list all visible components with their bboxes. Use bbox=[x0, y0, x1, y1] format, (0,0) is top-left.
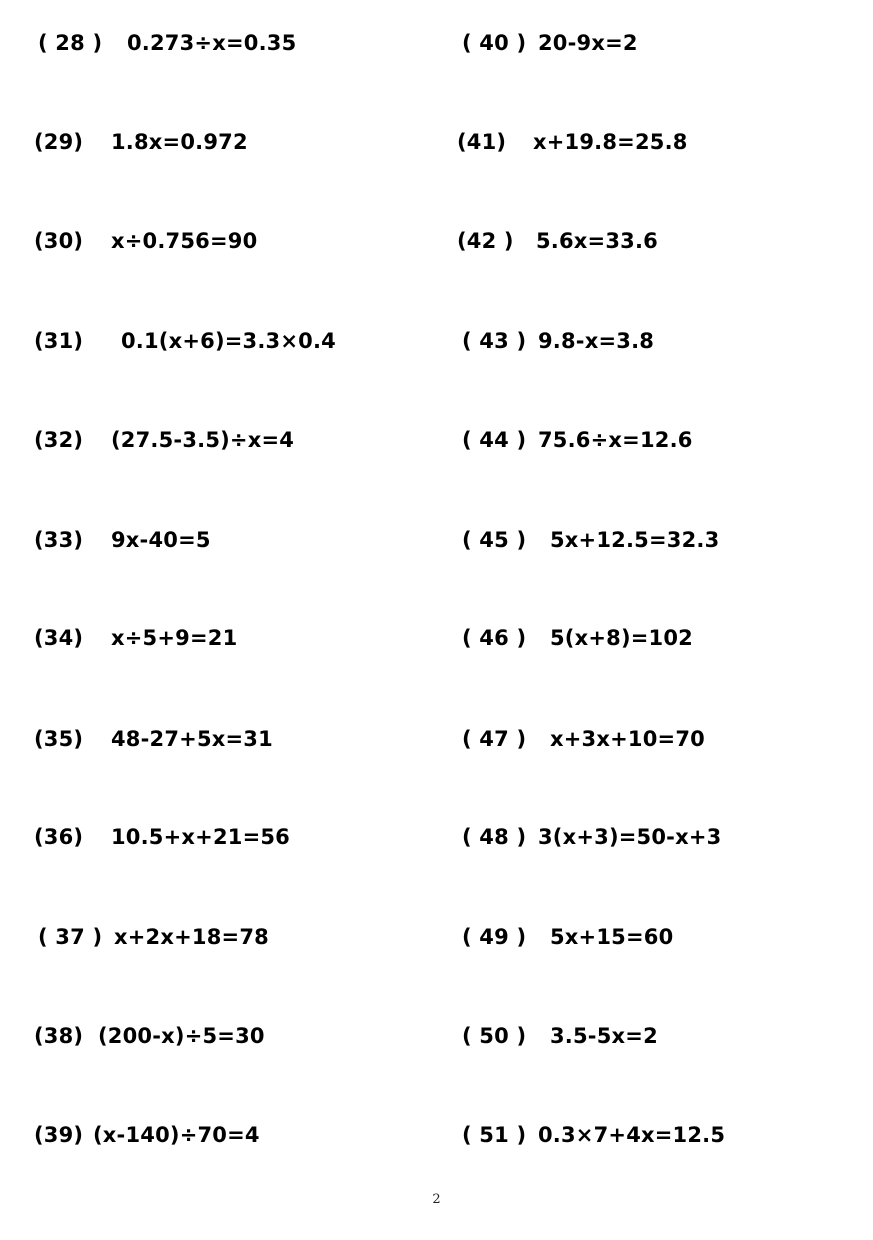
problem-number: (35) bbox=[34, 727, 84, 751]
problem-equation: 10.5+x+21=56 bbox=[111, 825, 290, 849]
problem-item bbox=[462, 1021, 658, 1051]
problem-number: ( 43 ) bbox=[462, 329, 527, 353]
problem-item bbox=[34, 525, 211, 555]
problem-equation: 5x+12.5=32.3 bbox=[550, 528, 720, 552]
problem-item bbox=[457, 127, 688, 157]
problem-item bbox=[34, 127, 248, 157]
problem-equation: x+3x+10=70 bbox=[550, 727, 705, 751]
problem-number: (42 ) bbox=[457, 229, 514, 253]
problem-item bbox=[462, 326, 655, 356]
problem-number: (29) bbox=[34, 130, 84, 154]
problem-row bbox=[0, 922, 873, 952]
problem-equation: (27.5-3.5)÷x=4 bbox=[111, 428, 295, 452]
problem-number: ( 50 ) bbox=[462, 1024, 527, 1048]
problem-equation: 3.5-5x=2 bbox=[550, 1024, 658, 1048]
problem-equation: 0.273÷x=0.35 bbox=[127, 31, 297, 55]
problem-number: (31) bbox=[34, 329, 84, 353]
problem-number: (30) bbox=[34, 229, 84, 253]
problem-number: ( 45 ) bbox=[462, 528, 527, 552]
problem-item bbox=[34, 226, 258, 256]
problem-row bbox=[0, 28, 873, 58]
problem-equation: 75.6÷x=12.6 bbox=[538, 428, 693, 452]
problem-number: (34) bbox=[34, 626, 84, 650]
problem-item bbox=[34, 1120, 260, 1150]
problem-equation: 3(x+3)=50-x+3 bbox=[538, 825, 722, 849]
problem-equation: 1.8x=0.972 bbox=[111, 130, 248, 154]
problem-item bbox=[34, 425, 295, 455]
problem-number: ( 49 ) bbox=[462, 925, 527, 949]
problem-number: ( 48 ) bbox=[462, 825, 527, 849]
problem-number: ( 44 ) bbox=[462, 428, 527, 452]
problem-number: ( 37 ) bbox=[38, 925, 103, 949]
problem-number: ( 40 ) bbox=[462, 31, 527, 55]
problem-equation: 20-9x=2 bbox=[538, 31, 638, 55]
problem-item bbox=[462, 425, 693, 455]
problem-equation: (200-x)÷5=30 bbox=[98, 1024, 265, 1048]
problem-item bbox=[34, 623, 238, 653]
problem-item bbox=[38, 922, 269, 952]
problem-item bbox=[38, 28, 297, 58]
problem-row bbox=[0, 1021, 873, 1051]
problem-number: (33) bbox=[34, 528, 84, 552]
problem-equation: 5x+15=60 bbox=[550, 925, 674, 949]
problem-equation: 5.6x=33.6 bbox=[536, 229, 658, 253]
problem-equation: x÷0.756=90 bbox=[111, 229, 258, 253]
problem-equation: 5(x+8)=102 bbox=[550, 626, 693, 650]
problem-row bbox=[0, 1120, 873, 1150]
problem-item bbox=[34, 724, 273, 754]
problem-item bbox=[457, 226, 658, 256]
problem-equation: 48-27+5x=31 bbox=[111, 727, 273, 751]
problem-equation: x+19.8=25.8 bbox=[533, 130, 688, 154]
problem-equation: x÷5+9=21 bbox=[111, 626, 238, 650]
problem-number: (41) bbox=[457, 130, 507, 154]
problem-number: (39) bbox=[34, 1123, 84, 1147]
problem-number: (32) bbox=[34, 428, 84, 452]
problem-equation: (x-140)÷70=4 bbox=[93, 1123, 260, 1147]
problem-row bbox=[0, 226, 873, 256]
problem-number: ( 28 ) bbox=[38, 31, 103, 55]
problem-row bbox=[0, 525, 873, 555]
problem-number: (36) bbox=[34, 825, 84, 849]
problem-item bbox=[462, 525, 720, 555]
problem-item bbox=[462, 922, 674, 952]
problem-equation: 0.3×7+4x=12.5 bbox=[538, 1123, 726, 1147]
problem-row bbox=[0, 623, 873, 653]
problem-number: ( 46 ) bbox=[462, 626, 527, 650]
problem-row bbox=[0, 724, 873, 754]
problem-item bbox=[34, 326, 336, 356]
problem-row bbox=[0, 127, 873, 157]
problem-item bbox=[462, 724, 705, 754]
problem-equation: 0.1(x+6)=3.3×0.4 bbox=[121, 329, 336, 353]
problem-row bbox=[0, 326, 873, 356]
problem-item bbox=[462, 28, 638, 58]
problem-item bbox=[462, 623, 693, 653]
problem-number: (38) bbox=[34, 1024, 84, 1048]
problem-item bbox=[462, 1120, 726, 1150]
problem-equation: 9x-40=5 bbox=[111, 528, 211, 552]
problem-row bbox=[0, 822, 873, 852]
page-number: 2 bbox=[432, 1192, 441, 1207]
problem-item bbox=[34, 822, 290, 852]
problem-number: ( 51 ) bbox=[462, 1123, 527, 1147]
problem-equation: 9.8-x=3.8 bbox=[538, 329, 655, 353]
problem-number: ( 47 ) bbox=[462, 727, 527, 751]
problem-row bbox=[0, 425, 873, 455]
problem-equation: x+2x+18=78 bbox=[114, 925, 269, 949]
problem-item bbox=[34, 1021, 265, 1051]
problem-item bbox=[462, 822, 722, 852]
